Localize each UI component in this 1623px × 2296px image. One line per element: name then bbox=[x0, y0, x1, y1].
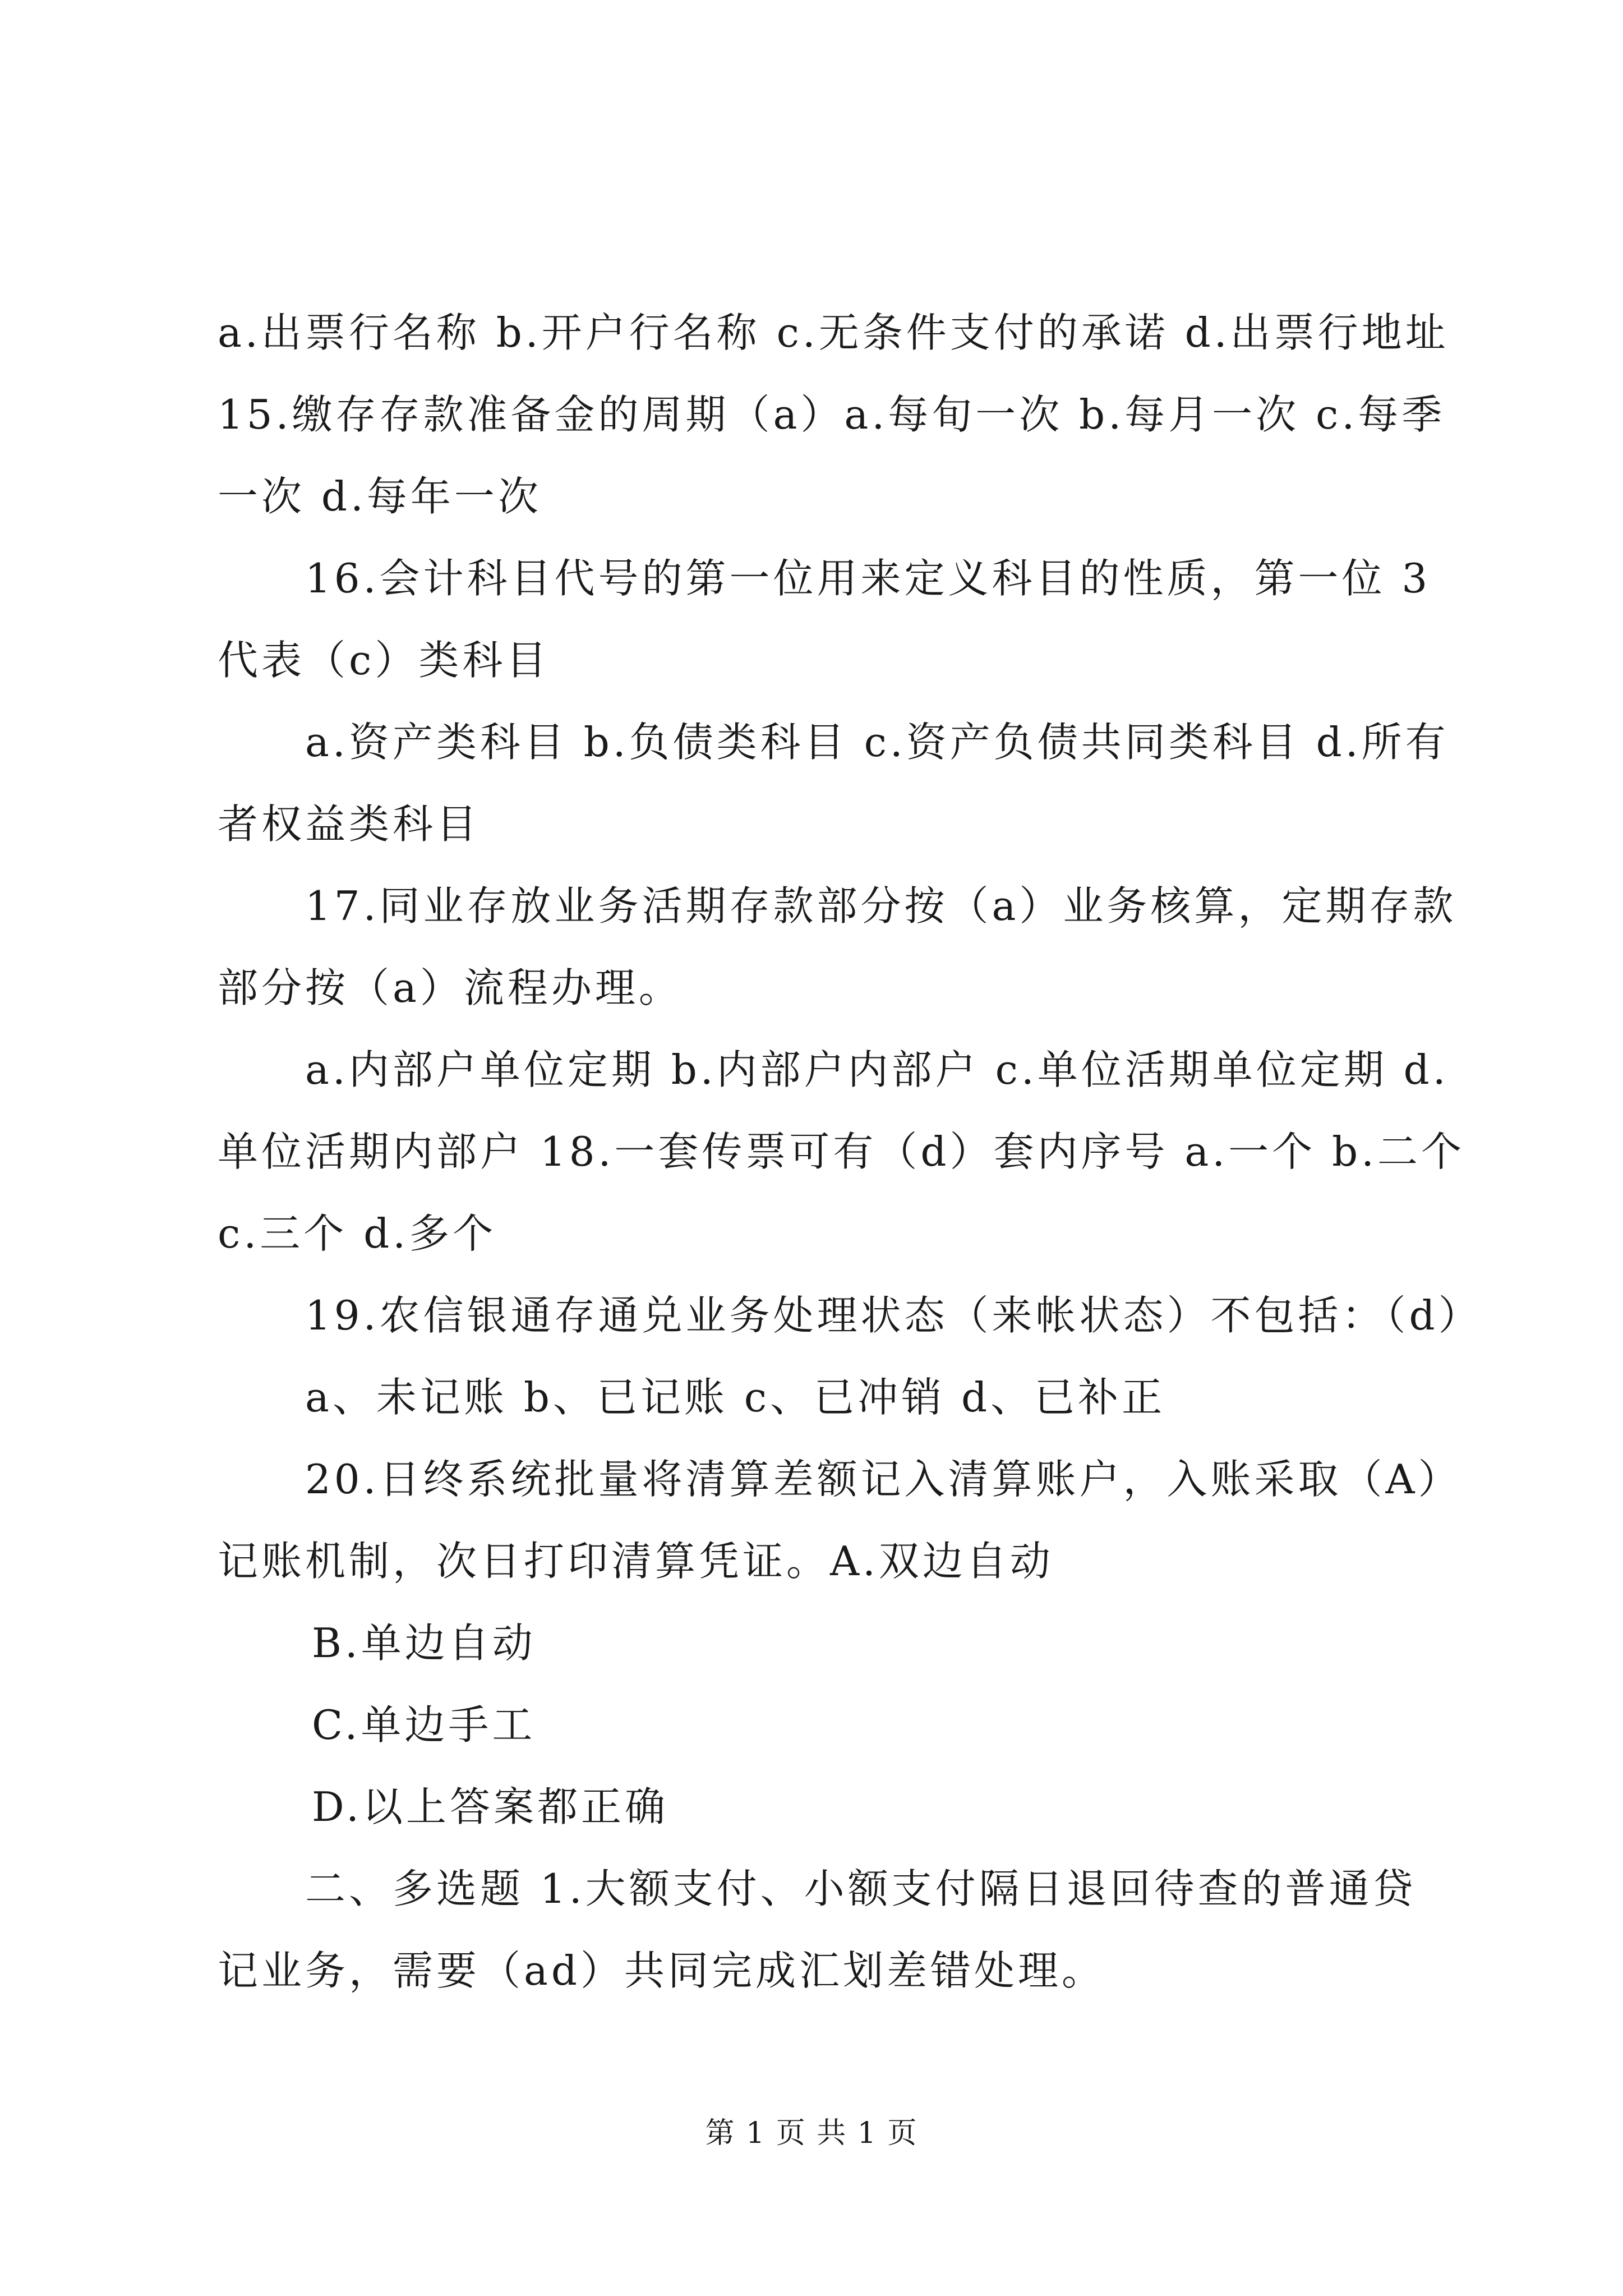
text-line: 20.日终系统批量将清算差额记入清算账户，入账采取（A） bbox=[305, 1456, 1462, 1503]
document-body bbox=[218, 292, 1482, 2012]
text-line: a、未记账 b、已记账 c、已冲销 d、已补正 bbox=[305, 1374, 1166, 1421]
text-line: C.单边手工 bbox=[312, 1701, 536, 1749]
text-line: 15.缴存存款准备金的周期（a）a.每旬一次 b.每月一次 c.每季 bbox=[218, 391, 1446, 438]
text-line: 记账机制，次日打印清算凭证。A.双边自动 bbox=[218, 1538, 1054, 1585]
text-line: a.内部户单位定期 b.内部户内部户 c.单位活期单位定期 d. bbox=[305, 1046, 1449, 1093]
text-line: 16.会计科目代号的第一位用来定义科目的性质，第一位 3 bbox=[305, 555, 1431, 602]
text-line: D.以上答案都正确 bbox=[312, 1783, 669, 1830]
text-line: 者权益类科目 bbox=[218, 800, 481, 848]
text-line: 17.同业存放业务活期存款部分按（a）业务核算，定期存款 bbox=[305, 882, 1457, 930]
text-line: 二、多选题 1.大额支付、小额支付隔日退回待查的普通贷 bbox=[305, 1865, 1417, 1912]
text-line: 记业务，需要（ad）共同完成汇划差错处理。 bbox=[218, 1947, 1106, 1994]
text-line: B.单边自动 bbox=[312, 1619, 536, 1667]
text-line: 一次 d.每年一次 bbox=[218, 473, 542, 520]
text-line: a.资产类科目 b.负债类科目 c.资产负债共同类科目 d.所有 bbox=[305, 719, 1449, 766]
text-line: 代表（c）类科目 bbox=[218, 637, 550, 684]
text-line: 19.农信银通存通兑业务处理状态（来帐状态）不包括：（d） bbox=[305, 1292, 1482, 1339]
text-line: c.三个 d.多个 bbox=[218, 1210, 497, 1257]
text-line: 单位活期内部户 18.一套传票可有（d）套内序号 a.一个 b.二个 bbox=[218, 1128, 1465, 1175]
text-line: 部分按（a）流程办理。 bbox=[218, 964, 683, 1011]
text-line: a.出票行名称 b.开户行名称 c.无条件支付的承诺 d.出票行地址 bbox=[218, 309, 1449, 356]
page-number-footer: 第 1 页 共 1 页 bbox=[705, 2116, 918, 2150]
